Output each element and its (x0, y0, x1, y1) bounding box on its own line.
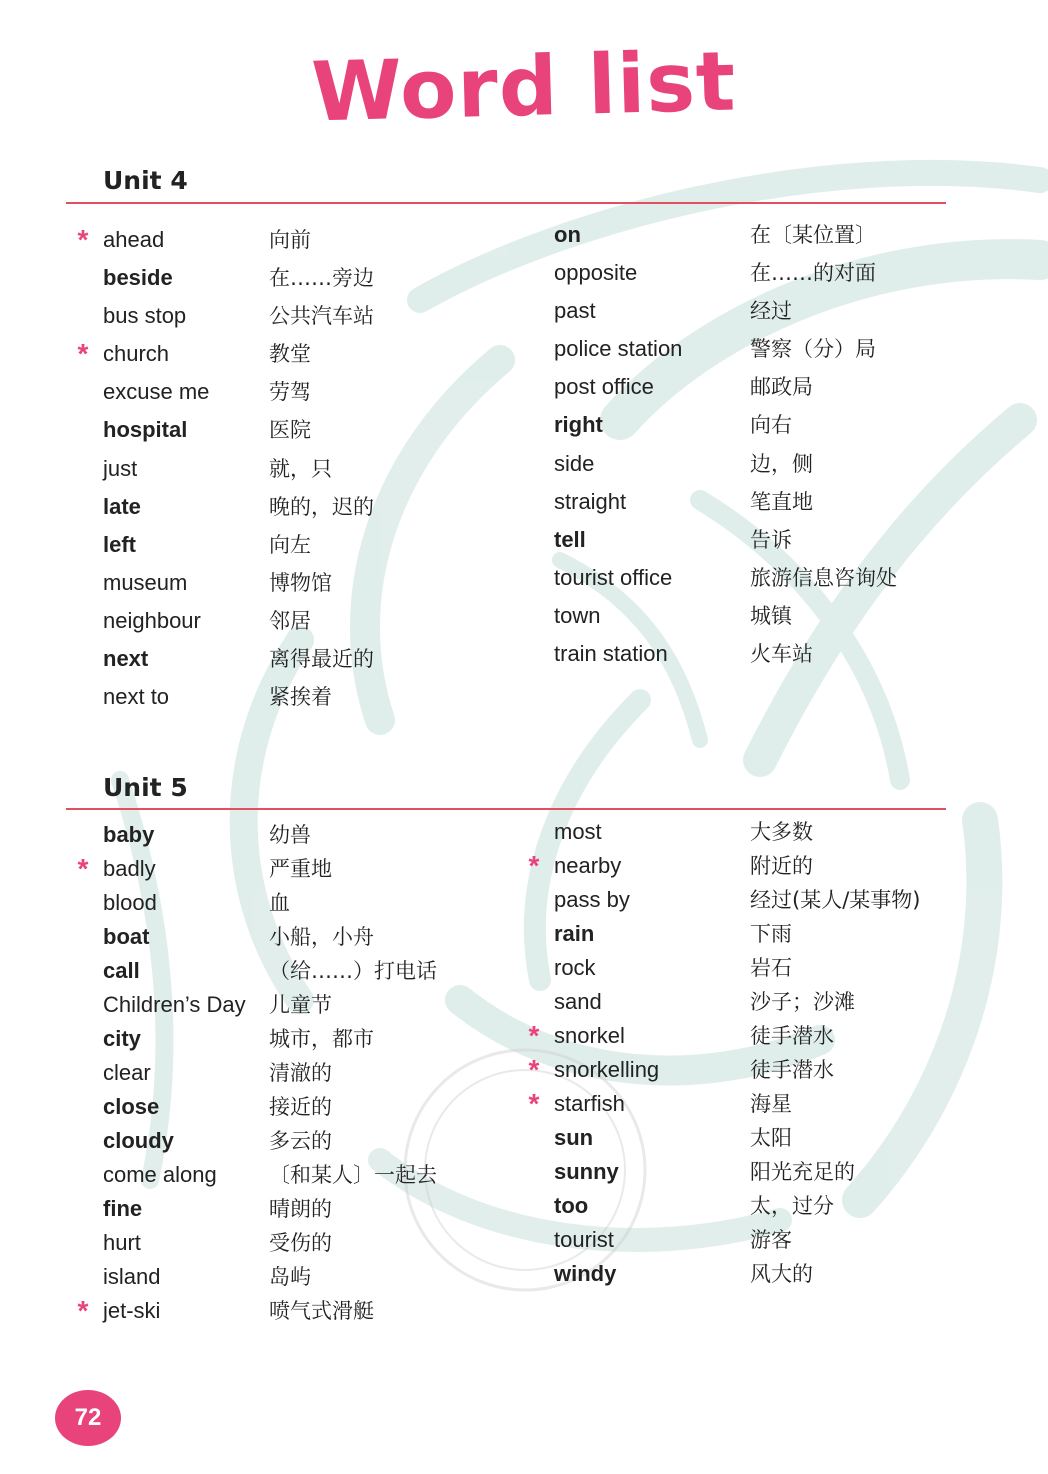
english-word: too (554, 1193, 589, 1218)
english-word: nearby (554, 853, 622, 878)
asterisk-icon: * (77, 338, 89, 370)
english-word: windy (554, 1261, 617, 1286)
asterisk-icon: * (528, 850, 540, 881)
chinese-meaning: 经过(某人/某事物) (750, 888, 921, 912)
chinese-meaning: 经过 (750, 299, 792, 324)
chinese-meaning: 邻居 (269, 608, 311, 633)
english-word: sun (554, 1125, 594, 1150)
english-word: sunny (554, 1159, 619, 1184)
english-word: fine (103, 1196, 143, 1221)
chinese-meaning: 医院 (269, 418, 311, 443)
english-word: museum (103, 569, 188, 595)
english-word: left (103, 531, 136, 557)
chinese-meaning: 离得最近的 (269, 647, 374, 672)
english-word: on (554, 222, 581, 247)
unit5-divider (66, 808, 946, 810)
english-word: blood (103, 890, 157, 915)
chinese-meaning: 严重地 (269, 857, 332, 881)
chinese-meaning: 沙子；沙滩 (750, 990, 855, 1014)
english-word: boat (103, 924, 150, 949)
english-word: post office (554, 374, 654, 400)
english-word: hurt (103, 1230, 141, 1255)
chinese-meaning: 喷气式滑艇 (269, 1299, 374, 1323)
english-word: Children’s Day (103, 992, 246, 1017)
english-word: baby (103, 822, 155, 847)
chinese-meaning: 受伤的 (269, 1231, 332, 1255)
asterisk-icon: * (77, 224, 89, 255)
english-word: tourist office (554, 564, 673, 590)
chinese-meaning: 小船，小舟 (269, 925, 374, 949)
chinese-meaning: 多云的 (269, 1129, 332, 1153)
english-word: opposite (554, 260, 638, 286)
english-word: ahead (103, 227, 165, 252)
english-word: pass by (554, 887, 630, 912)
chinese-meaning: 儿童节 (269, 993, 332, 1017)
asterisk-icon: * (528, 1054, 540, 1085)
english-word: church (103, 341, 170, 367)
chinese-meaning: 旅游信息咨询处 (750, 565, 897, 590)
chinese-meaning: 笔直地 (750, 489, 813, 514)
unit5-heading: Unit 5 (103, 773, 188, 802)
english-word: straight (554, 488, 627, 514)
english-word: right (554, 412, 603, 438)
chinese-meaning: 城市，都市 (269, 1027, 374, 1051)
english-word: badly (103, 856, 156, 881)
english-word: police station (554, 336, 683, 362)
chinese-meaning: 清澈的 (269, 1061, 332, 1085)
chinese-meaning: 大多数 (750, 820, 813, 844)
english-word: bus stop (103, 303, 187, 329)
english-word: sand (554, 989, 602, 1014)
chinese-meaning: 火车站 (750, 642, 813, 667)
chinese-meaning: 风大的 (750, 1262, 813, 1286)
asterisk-icon: * (77, 1295, 89, 1326)
chinese-meaning: 向右 (750, 413, 792, 438)
english-word: cloudy (103, 1128, 174, 1153)
chinese-meaning: 就，只 (269, 456, 332, 481)
english-word: starfish (554, 1091, 625, 1116)
chinese-meaning: 血 (269, 891, 290, 915)
chinese-meaning: 附近的 (750, 854, 813, 878)
chinese-meaning: 博物馆 (269, 570, 332, 595)
chinese-meaning: 教堂 (269, 342, 311, 367)
english-word: rock (554, 955, 596, 980)
chinese-meaning: 游客 (750, 1228, 792, 1252)
chinese-meaning: 徒手潜水 (750, 1024, 834, 1048)
chinese-meaning: 太阳 (750, 1126, 792, 1150)
chinese-meaning: 徒手潜水 (750, 1058, 834, 1082)
chinese-meaning: 劳驾 (269, 380, 311, 405)
english-word: hospital (103, 417, 188, 443)
english-word: beside (103, 265, 173, 291)
english-word: tourist (554, 1227, 614, 1252)
english-word: tell (554, 526, 586, 552)
chinese-meaning: 晴朗的 (269, 1197, 332, 1221)
english-word: snorkelling (554, 1057, 660, 1082)
chinese-meaning: 在〔某位置〕 (750, 223, 876, 247)
unit4-divider (66, 202, 946, 204)
english-word: just (103, 455, 138, 481)
english-word: city (103, 1026, 141, 1051)
chinese-meaning: 警察（分）局 (750, 337, 876, 362)
page-number-badge: 72 (55, 1390, 121, 1446)
english-word: most (554, 819, 602, 844)
chinese-meaning: 海星 (750, 1092, 792, 1116)
english-word: jet-ski (103, 1298, 161, 1323)
chinese-meaning: 〔和某人〕一起去 (269, 1163, 437, 1187)
chinese-meaning: 公共汽车站 (269, 304, 374, 329)
chinese-meaning: 幼兽 (269, 823, 311, 847)
english-word: past (554, 298, 596, 324)
english-word: side (554, 450, 595, 476)
english-word: excuse me (103, 379, 210, 405)
asterisk-icon: * (528, 1088, 540, 1119)
english-word: town (554, 602, 601, 628)
chinese-meaning: 向前 (269, 228, 311, 252)
chinese-meaning: 接近的 (269, 1095, 332, 1119)
chinese-meaning: 紧挨着 (269, 685, 332, 710)
chinese-meaning: 在……的对面 (750, 261, 876, 286)
english-word: come along (103, 1162, 217, 1187)
page-title: Word list (310, 34, 738, 141)
english-word: clear (103, 1060, 151, 1085)
chinese-meaning: 边，侧 (750, 451, 813, 476)
english-word: train station (554, 641, 668, 667)
chinese-meaning: 在……旁边 (269, 266, 374, 291)
asterisk-icon: * (528, 1020, 540, 1051)
english-word: close (103, 1094, 160, 1119)
chinese-meaning: 阳光充足的 (750, 1160, 855, 1184)
chinese-meaning: 岛屿 (269, 1265, 311, 1289)
chinese-meaning: 岩石 (750, 956, 792, 980)
asterisk-icon: * (77, 853, 89, 884)
chinese-meaning: 城镇 (750, 603, 792, 628)
english-word: call (103, 958, 140, 983)
english-word: island (103, 1264, 161, 1289)
chinese-meaning: 邮政局 (750, 375, 813, 400)
unit4-heading: Unit 4 (103, 166, 188, 195)
english-word: neighbour (103, 607, 201, 633)
english-word: late (103, 493, 141, 519)
english-word: rain (554, 921, 595, 946)
english-word: next (103, 646, 149, 672)
chinese-meaning: 晚的，迟的 (269, 494, 374, 519)
chinese-meaning: （给……）打电话 (269, 959, 437, 983)
english-word: snorkel (554, 1023, 625, 1048)
chinese-meaning: 告诉 (750, 527, 792, 552)
chinese-meaning: 向左 (269, 532, 311, 557)
chinese-meaning: 太，过分 (750, 1194, 834, 1218)
english-word: next to (103, 684, 170, 710)
chinese-meaning: 下雨 (750, 922, 792, 946)
